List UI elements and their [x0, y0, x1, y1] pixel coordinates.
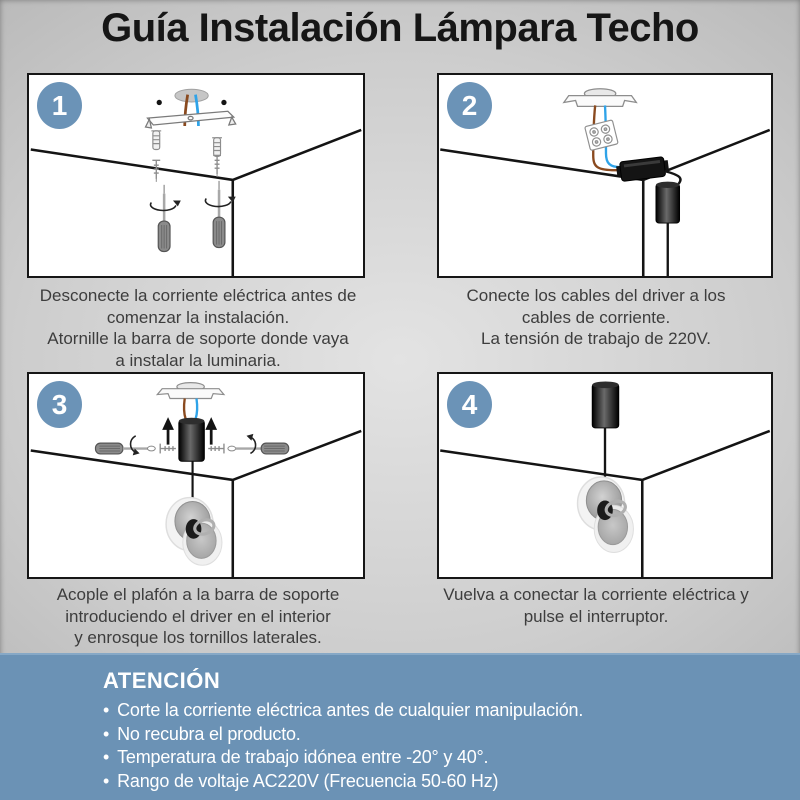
screwdriver-left-icon	[95, 436, 155, 456]
caption-line: pulse el interruptor.	[523, 606, 669, 626]
caption-line: Vuelva a conectar la corriente eléctrica y	[443, 585, 749, 604]
mounting-bracket-icon	[564, 89, 637, 107]
attention-item	[103, 770, 760, 794]
up-arrow-icon	[162, 417, 174, 444]
caption-line: Conecte los cables del driver a los	[466, 286, 726, 305]
page-title: Guía Instalación Lámpara Techo	[101, 6, 699, 50]
attention-item	[103, 699, 760, 723]
caption-line: Acople el plafón a la barra de soporte	[56, 585, 340, 604]
room-corner	[31, 130, 361, 276]
step-2-number: 2	[461, 89, 478, 121]
attention-item-text: Rango de voltaje AC220V (Frecuencia 50-60 Hz)	[117, 770, 499, 791]
up-arrow-icon	[205, 417, 217, 444]
attention-section	[0, 653, 800, 800]
bullet-marker: •	[103, 770, 110, 791]
attention-item-text: No recubra el producto.	[117, 723, 301, 744]
ceiling-hole	[175, 89, 208, 102]
step-3-number: 3	[51, 388, 68, 420]
attention-item	[103, 746, 760, 770]
step-4-caption	[400, 584, 792, 627]
pendant-lamp-icon	[578, 477, 634, 553]
screw-icon	[152, 160, 160, 182]
caption-line: Atornille la barra de soporte donde vaya	[47, 329, 349, 348]
wall-anchor-icon	[151, 131, 161, 150]
step-1-badge	[37, 82, 82, 129]
step-1-number: 1	[51, 89, 68, 121]
step-4-number: 4	[461, 388, 478, 420]
caption-line: a instalar la luminaria.	[115, 350, 281, 370]
step-2-badge	[447, 82, 492, 129]
step-2-panel	[437, 73, 773, 278]
screwdriver-icon	[205, 181, 235, 248]
caption-line: y enrosque los tornillos laterales.	[74, 628, 322, 647]
screw-icon	[213, 155, 221, 177]
step-3-caption	[6, 584, 390, 649]
bullet-marker: •	[103, 723, 110, 744]
step-4-panel	[437, 372, 773, 579]
step-4-badge	[447, 381, 492, 428]
attention-item	[103, 723, 760, 747]
attention-item-text: Temperatura de trabajo idónea entre -20° y 40°.	[117, 747, 489, 767]
screwdriver-right-icon	[228, 434, 289, 454]
side-screw-right-icon	[208, 444, 224, 454]
bullet-marker: •	[103, 700, 110, 720]
pendant-lamp-icon	[166, 498, 222, 566]
step-2-caption	[400, 285, 792, 350]
step-1-panel	[27, 73, 365, 278]
wall-anchor-icon	[212, 138, 222, 157]
mounting-bar-icon	[146, 111, 236, 128]
caption-line: Desconecte la corriente eléctrica antes de	[39, 286, 357, 305]
canopy-icon	[592, 381, 618, 427]
canopy-icon	[656, 182, 680, 223]
canopy-icon	[179, 418, 204, 462]
brown-wire	[184, 399, 186, 420]
step-1-caption	[6, 285, 390, 371]
driver-box-icon	[616, 156, 670, 182]
attention-item-text: Corte la corriente eléctrica antes de cualquier manipulación.	[117, 700, 584, 720]
caption-line: cables de corriente.	[521, 307, 671, 327]
terminal-block-icon	[585, 120, 619, 151]
drill-mark-left	[157, 100, 162, 105]
blue-wire	[196, 399, 198, 420]
step-3-badge	[37, 381, 82, 428]
side-screw-left-icon	[160, 444, 176, 454]
mounting-bracket-icon	[157, 383, 224, 399]
bullet-marker: •	[103, 747, 110, 767]
drill-mark-right	[221, 100, 226, 105]
step-3-panel	[27, 372, 365, 579]
screwdriver-icon	[151, 185, 181, 252]
caption-line: La tensión de trabajo de 220V.	[480, 329, 711, 348]
caption-line: introduciendo el driver en el interior	[65, 606, 331, 626]
caption-line: comenzar la instalación.	[106, 307, 290, 327]
attention-heading: ATENCIÓN	[103, 668, 221, 693]
